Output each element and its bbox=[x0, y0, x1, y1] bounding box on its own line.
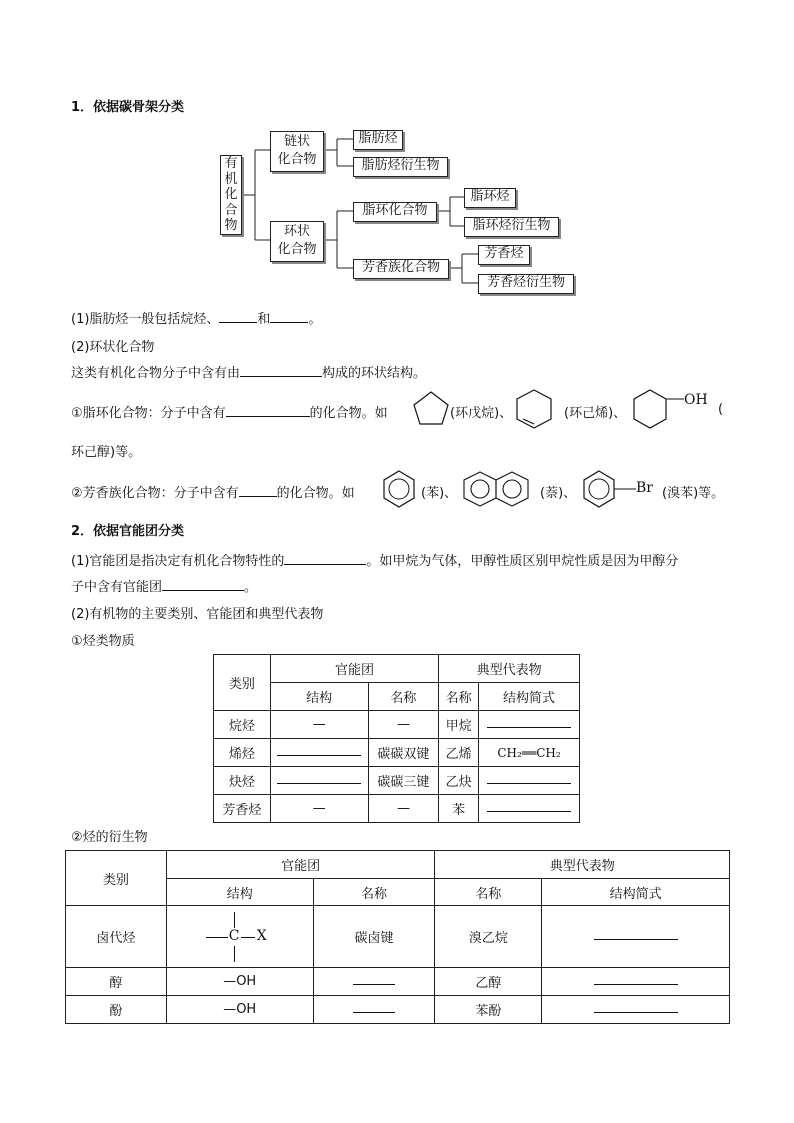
tree-aliphatic: 脂肪烃 bbox=[353, 130, 403, 150]
answer-blank[interactable] bbox=[594, 1012, 678, 1013]
answer-blank[interactable] bbox=[239, 483, 277, 497]
th-rep-structure: 结构简式 bbox=[479, 683, 580, 711]
answer-blank[interactable] bbox=[353, 984, 395, 985]
br-label: Br bbox=[636, 480, 653, 496]
table-row: 醇 —OH 乙醇 bbox=[66, 968, 730, 996]
th-functional-group: 官能团 bbox=[270, 655, 439, 683]
answer-blank[interactable] bbox=[487, 783, 571, 784]
answer-blank[interactable] bbox=[594, 984, 678, 985]
s1-q2-line: 这类有机化合物分子中含有由 构成的环状结构。 bbox=[71, 362, 426, 381]
s2-q1-line2: 子中含有官能团 。 bbox=[71, 576, 257, 595]
answer-blank[interactable] bbox=[487, 811, 571, 812]
answer-blank[interactable] bbox=[219, 309, 257, 323]
answer-blank[interactable] bbox=[284, 551, 366, 565]
answer-blank[interactable] bbox=[240, 363, 322, 377]
bromobenzene-label: (溴苯)等。 bbox=[662, 486, 725, 501]
table-row: 烯烃 碳碳双键 乙烯 CH₂══CH₂ bbox=[214, 739, 580, 767]
section1-heading: 1．依据碳骨架分类 bbox=[71, 100, 185, 115]
cyclohexanol-label: 环己醇)等。 bbox=[71, 445, 142, 460]
s1-aromatic-line: ②芳香族化合物：分子中含有 的化合物。如 bbox=[71, 482, 355, 501]
table-row: 炔烃 碳碳三键 乙炔 bbox=[214, 767, 580, 795]
tree-alicyclic: 脂环化合物 bbox=[353, 202, 437, 222]
th-rep-structure: 结构简式 bbox=[542, 879, 730, 906]
tree-chain-compound: 链状 化合物 bbox=[270, 131, 324, 172]
tree-aromatic: 芳香族化合物 bbox=[353, 259, 449, 279]
answer-blank[interactable] bbox=[162, 577, 244, 591]
th-functional-group: 官能团 bbox=[166, 851, 435, 879]
oh-label: OH bbox=[684, 392, 708, 408]
cyclohexanol-icon bbox=[632, 388, 690, 430]
cyclohexene-icon bbox=[514, 388, 554, 430]
t1-title: ①烃类物质 bbox=[71, 634, 135, 649]
th-category: 类别 bbox=[66, 851, 167, 906]
th-representative: 典型代表物 bbox=[439, 655, 580, 683]
answer-blank[interactable] bbox=[226, 403, 310, 417]
th-structure: 结构 bbox=[166, 879, 313, 906]
th-name: 名称 bbox=[368, 683, 439, 711]
s1-q2-title: (2)环状化合物 bbox=[71, 340, 155, 355]
table-row: 酚 —OH 苯酚 bbox=[66, 996, 730, 1024]
tree-root: 有 机 化 合 物 bbox=[220, 155, 242, 235]
naphthalene-icon bbox=[462, 470, 530, 508]
tree-aliphatic-deriv: 脂肪烃衍生物 bbox=[353, 157, 448, 177]
s2-q2-title: (2)有机物的主要类别、官能团和典型代表物 bbox=[71, 607, 324, 622]
derivative-table bbox=[65, 850, 730, 1024]
tree-aromatic-hc: 芳香烃 bbox=[478, 245, 530, 265]
table-row: 芳香烃 — — 苯 bbox=[214, 795, 580, 823]
answer-blank[interactable] bbox=[277, 755, 361, 756]
benzene-label: (苯)、 bbox=[421, 486, 458, 501]
answer-blank[interactable] bbox=[270, 309, 308, 323]
tree-ring-compound: 环状 化合物 bbox=[270, 221, 324, 262]
cyclopentane-icon bbox=[412, 390, 450, 426]
s2-q1-line1: (1)官能团是指决定有机化合物特性的 。如甲烷为气体，甲醇性质区别甲烷性质是因为甲醇分 bbox=[71, 550, 678, 569]
th-rep-name: 名称 bbox=[439, 683, 479, 711]
tree-alicyclic-hc: 脂环烃 bbox=[464, 188, 516, 208]
bromobenzene-icon bbox=[582, 469, 638, 509]
benzene-icon bbox=[382, 469, 416, 509]
answer-blank[interactable] bbox=[277, 783, 361, 784]
t2-title: ②烃的衍生物 bbox=[71, 830, 148, 845]
th-structure: 结构 bbox=[270, 683, 368, 711]
answer-blank[interactable] bbox=[353, 1012, 395, 1013]
answer-blank[interactable] bbox=[594, 939, 678, 940]
s1-q1: (1)脂肪烃一般包括烷烃、 和 。 bbox=[71, 308, 321, 327]
th-name: 名称 bbox=[313, 879, 435, 906]
hydrocarbon-table bbox=[213, 654, 580, 823]
answer-blank[interactable] bbox=[487, 727, 571, 728]
tree-aromatic-deriv: 芳香烃衍生物 bbox=[478, 274, 574, 294]
th-category: 类别 bbox=[214, 655, 271, 711]
cyclopentane-label: (环戊烷)、 bbox=[450, 406, 513, 421]
halide-structure: C X bbox=[200, 910, 280, 964]
table-row: 卤代烃 C X 碳卤键 溴乙烷 bbox=[66, 906, 730, 968]
th-rep-name: 名称 bbox=[435, 879, 542, 906]
th-representative: 典型代表物 bbox=[435, 851, 730, 879]
naphthalene-label: (萘)、 bbox=[540, 486, 577, 501]
s1-alicyclic-line: ①脂环化合物：分子中含有 的化合物。如 bbox=[71, 402, 388, 421]
table-row: 烷烃 — — 甲烷 bbox=[214, 711, 580, 739]
cyclohexene-label: (环己烯)、 bbox=[564, 406, 627, 421]
cyclohexanol-paren: ( bbox=[718, 402, 724, 417]
tree-connectors bbox=[0, 0, 794, 300]
tree-alicyclic-deriv: 脂环烃衍生物 bbox=[464, 217, 559, 237]
section2-heading: 2．依据官能团分类 bbox=[71, 524, 185, 539]
